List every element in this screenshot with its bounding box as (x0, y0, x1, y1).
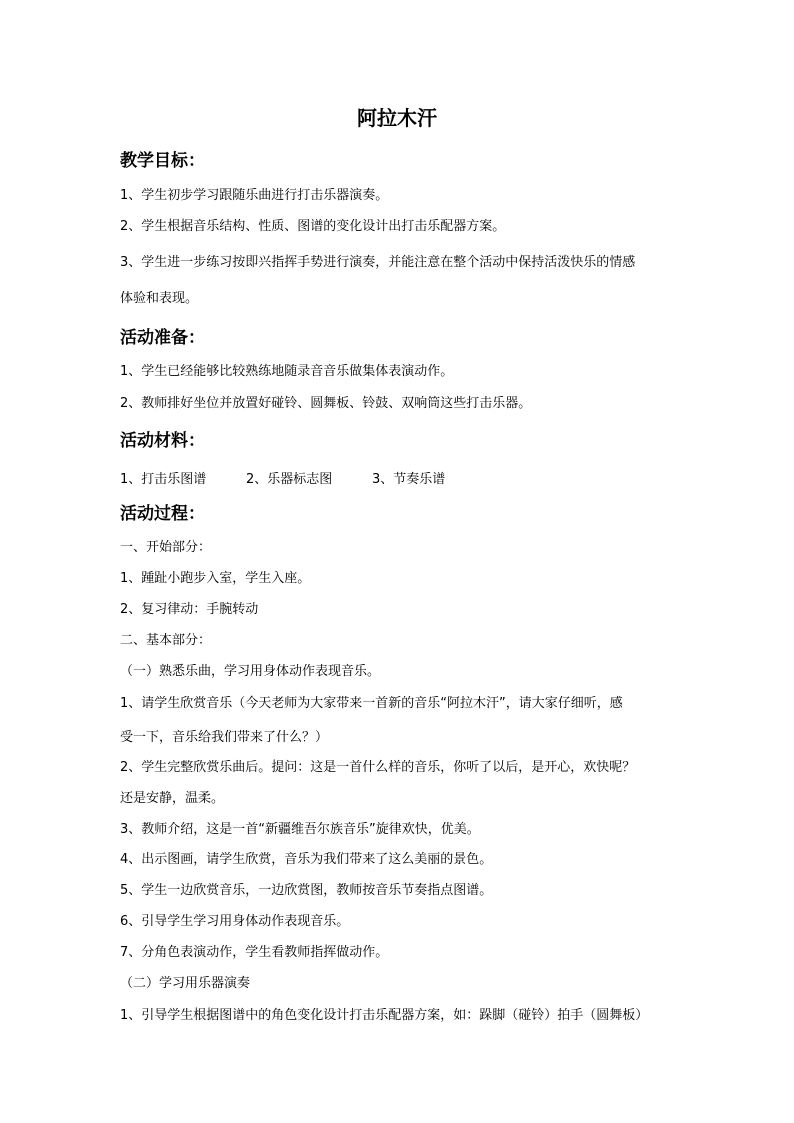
goal-item: 3、学生进一步练习按即兴指挥手势进行演奏，并能注意在整个活动中保持活泼快乐的情感 (120, 255, 636, 270)
process-line: 受一下，音乐给我们带来了什么？） (120, 730, 329, 745)
process-line: 1、踵趾小跑步入室，学生入座。 (120, 571, 311, 586)
process-line: 5、学生一边欣赏音乐，一边欣赏图，教师按音乐节奏指点图谱。 (120, 883, 493, 898)
goal-item-continuation: 体验和表现。 (120, 291, 199, 306)
process-line: 6、引导学生学习用身体动作表现音乐。 (120, 914, 350, 929)
process-line: 1、引导学生根据图谱中的角色变化设计打击乐配器方案，如：跺脚（碰铃）拍手（圆舞板） (120, 1008, 649, 1023)
process-line: （一）熟悉乐曲，学习用身体动作表现音乐。 (120, 664, 381, 679)
process-line: 4、出示图画，请学生欣赏，音乐为我们带来了这么美丽的景色。 (120, 852, 493, 867)
process-line: 二、基本部分： (120, 633, 212, 648)
material-item: 2、乐器标志图 (246, 472, 333, 487)
material-item: 1、打击乐图谱 (120, 472, 207, 487)
document-title: 阿拉木汗 (357, 106, 437, 130)
goal-item: 2、学生根据音乐结构、性质、图谱的变化设计出打击乐配器方案。 (120, 219, 506, 234)
process-line: 2、复习律动：手腕转动 (120, 602, 259, 617)
process-line: 还是安静，温柔。 (120, 791, 225, 806)
heading-activity-materials: 活动材料： (120, 431, 205, 451)
process-line: 7、分角色表演动作，学生看教师指挥做动作。 (120, 945, 389, 960)
process-line: 2、学生完整欣赏乐曲后。提问：这是一首什么样的音乐，你听了以后，是开心，欢快呢？ (120, 760, 636, 775)
heading-teaching-goals: 教学目标： (120, 151, 205, 171)
process-line: 3、教师介绍，这是一首“新疆维吾尔族音乐”旋律欢快，优美。 (120, 822, 480, 837)
preparation-item: 1、学生已经能够比较熟练地随录音音乐做集体表演动作。 (120, 364, 454, 379)
material-item: 3、节奏乐谱 (372, 472, 446, 487)
process-line: 一、开始部分： (120, 540, 212, 555)
process-line: 1、请学生欣赏音乐（今天老师为大家带来一首新的音乐“阿拉木汗”，请大家仔细听，感 (120, 696, 623, 711)
heading-activity-preparation: 活动准备： (120, 328, 205, 348)
process-line: （二）学习用乐器演奏 (120, 976, 251, 991)
heading-activity-process: 活动过程： (120, 504, 205, 524)
goal-item: 1、学生初步学习跟随乐曲进行打击乐器演奏。 (120, 188, 389, 203)
preparation-item: 2、教师排好坐位并放置好碰铃、圆舞板、铃鼓、双响筒这些打击乐器。 (120, 396, 532, 411)
